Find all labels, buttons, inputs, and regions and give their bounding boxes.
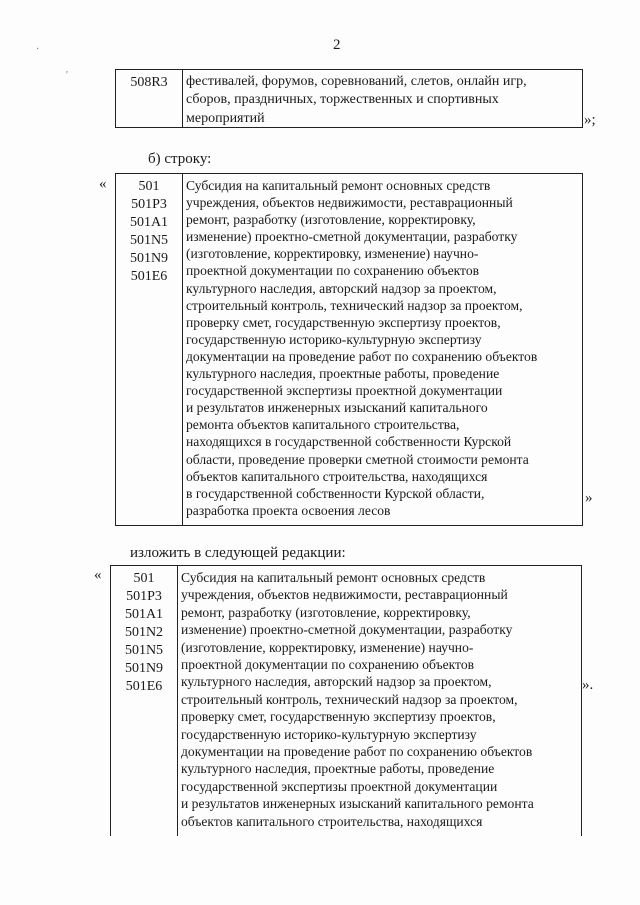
text-line: Субсидия на капитальный ремонт основных средств [181, 570, 486, 585]
text-line: и результатов инженерных изысканий капитального [186, 400, 488, 416]
text-cell [186, 177, 578, 519]
text-line: проектной документации по сохранению объектов [181, 657, 475, 673]
closing-quote: » [585, 490, 593, 506]
text-line: фестивалей, форумов, соревнований, слетов, онлайн игр, [186, 74, 527, 89]
page-number: 2 [333, 37, 341, 53]
code-value: 501Е6 [130, 269, 168, 284]
text-line: строительный контроль, технический надзор за проектом, [181, 691, 518, 707]
closing-quote: ». [582, 677, 594, 693]
text-line: учреждения, объектов недвижимости, реставрационный [186, 195, 513, 211]
code-value: 501Р3 [131, 197, 167, 212]
text-line: государственной экспертизы проектной документации [181, 778, 498, 794]
text-line: изменение) проектно-сметной документации, разработку [181, 622, 513, 638]
text-line: сборов, праздничных, торжественных и спортивных [186, 92, 499, 108]
text-line: объектов капитального строительства, находящихся [181, 813, 483, 829]
text-line: изменение) проектно-сметной документации, разработку [186, 229, 518, 245]
code-value: 501А1 [124, 607, 164, 622]
code-value: 508R3 [130, 75, 168, 90]
text-line: культурного наследия, авторский надзор за проектом, [186, 280, 497, 296]
text-cell [186, 73, 578, 128]
text-line: находящихся в государственной собственности Курской [186, 434, 512, 450]
code-cell [111, 566, 178, 836]
code-value: 501N2 [124, 625, 164, 640]
code-value: 501N9 [129, 251, 169, 266]
text-line: государственную историко-культурную экспертизу [181, 726, 477, 742]
text-line: Субсидия на капитальный ремонт основных средств [186, 178, 491, 193]
text-line: и результатов инженерных изысканий капитального ремонта [181, 796, 534, 812]
text-line: ремонт, разработку (изготовление, корректировку, [181, 604, 471, 620]
table-fragment-top [115, 69, 583, 128]
text-line: учреждения, объектов недвижимости, реставрационный [181, 587, 508, 603]
text-line: в государственной собственности Курской области, [186, 485, 485, 501]
text-line: проектной документации по сохранению объектов [186, 263, 480, 279]
text-line: объектов капитального строительства, находящихся [186, 468, 488, 484]
paragraph-b: б) строку: [148, 151, 212, 167]
opening-quote: « [99, 176, 107, 192]
text-line: культурного наследия, авторский надзор за проектом, [181, 674, 492, 690]
text-line: проверку смет, государственную экспертизу проектов, [186, 314, 501, 330]
text-line: государственной экспертизы проектной документации [186, 383, 503, 399]
code-value: 501А1 [129, 215, 169, 230]
opening-quote: « [94, 567, 102, 583]
table-old-row [115, 173, 583, 526]
code-value: 501Р3 [126, 589, 162, 604]
text-line: культурного наследия, проектные работы, проведение [181, 761, 495, 777]
text-line: ремонт, разработку (изготовление, корректировку, [186, 212, 476, 228]
text-line: документации на проведение работ по сохранению объектов [181, 744, 533, 760]
text-line: документации на проведение работ по сохранению объектов [186, 348, 538, 364]
code-value: 501 [138, 179, 160, 194]
text-line: мероприятий [186, 110, 265, 126]
text-line: (изготовление, корректировку, изменение) научно- [186, 246, 479, 262]
text-line: разработка проекта освоения лесов [186, 502, 391, 518]
text-line: культурного наследия, проектные работы, проведение [186, 366, 500, 382]
closing-quote: »; [584, 112, 596, 128]
code-value: 501Е6 [125, 679, 163, 694]
text-line: ремонта объектов капитального строительства, [186, 417, 460, 433]
code-cell [116, 70, 183, 127]
code-value: 501N5 [129, 233, 169, 248]
text-line: (изготовление, корректировку, изменение) научно- [181, 639, 474, 655]
paragraph-edit: изложить в следующей редакции: [130, 545, 346, 561]
text-line: области, проведение проверки сметной стоимости ремонта [186, 451, 529, 467]
code-cell [116, 174, 183, 525]
code-value: 501 [133, 571, 155, 586]
text-line: строительный контроль, технический надзор за проектом, [186, 297, 523, 313]
code-value: 501N5 [124, 643, 164, 658]
code-value: 501N9 [124, 661, 164, 676]
margin-mark: ' [66, 70, 68, 81]
text-line: государственную историко-культурную экспертизу [186, 331, 482, 347]
text-cell [181, 569, 577, 830]
table-new-row [110, 565, 582, 836]
text-line: проверку смет, государственную экспертизу проектов, [181, 709, 496, 725]
margin-mark: · [36, 44, 40, 55]
